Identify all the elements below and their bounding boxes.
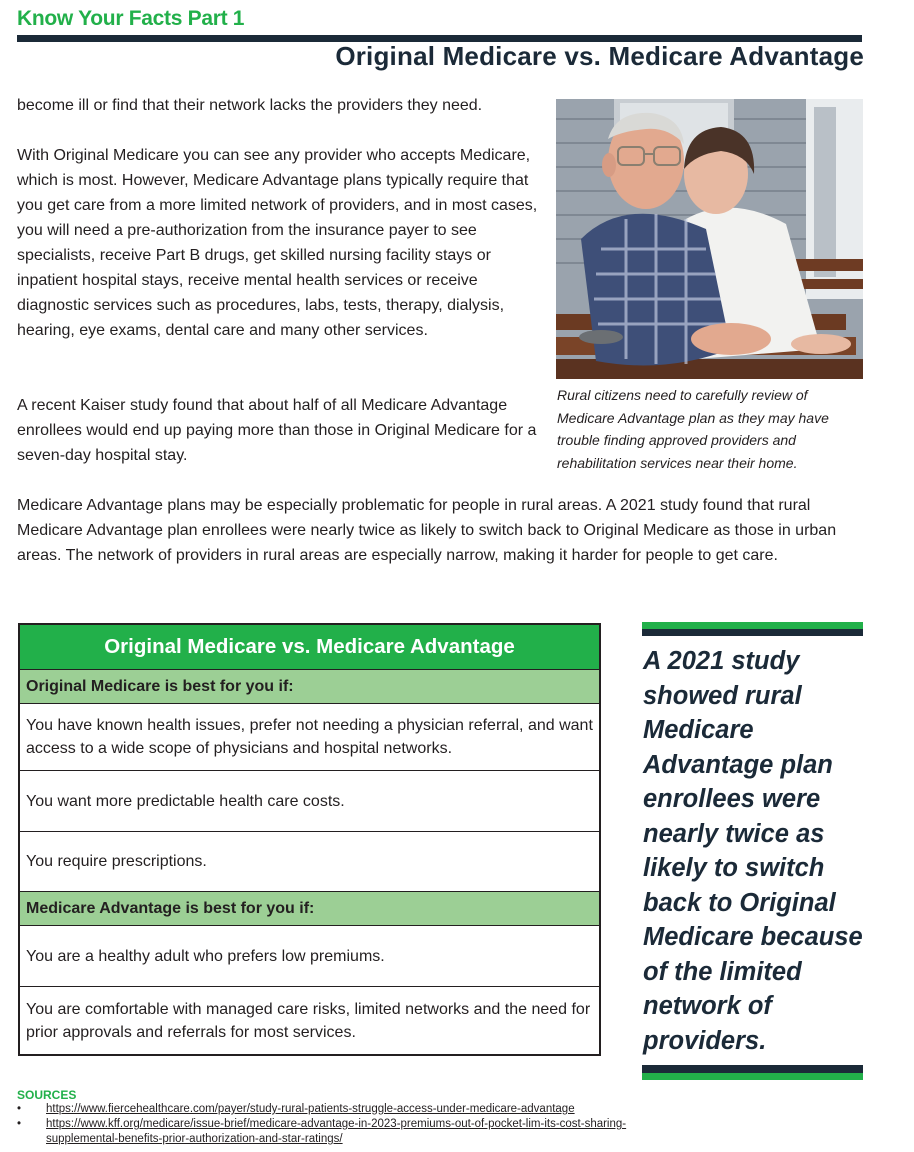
source-link-2[interactable]: https://www.kff.org/medicare/issue-brief/medicare-advantage-in-2023-premiums-out-of-pocket-lim-its-cost-sharing-supplemental-benefits-prior-authorization-and-star-ratings/ [46,1118,627,1145]
body-paragraph-3: A recent Kaiser study found that about half of all Medicare Advantage enrollees would end up paying more than those in Original Medicare for a seven-day hospital stay. [17,397,537,464]
table-row: You are comfortable with managed care risks, limited networks and the need for prior approvals and referrals for most services. [26,1000,591,1041]
table-row: You have known health issues, prefer not needing a physician referral, and want access to a wide scope of physicians and hospital networks. [20,704,599,771]
sources-heading: SOURCES [17,1088,77,1102]
medicare-advantage-heading: Medicare Advantage is best for you if: [20,892,599,926]
original-medicare-heading: Original Medicare is best for you if: [20,670,599,704]
bullet-icon: • [17,1103,22,1115]
comparison-table [18,623,601,1056]
pullquote: A 2021 study showed rural Medicare Advantage plan enrollees were nearly twice as likely to switch back to Original Medicare because of the limited network of providers. [643,647,863,1055]
section-kicker: Know Your Facts Part 1 [17,7,245,30]
body-paragraph-1: become ill or find that their network lacks the providers they need. [17,97,483,114]
page-title: Original Medicare vs. Medicare Advantage [335,41,864,71]
photo-caption: Rural citizens need to carefully review of Medicare Advantage plan as they may have trouble finding approved providers and rehabilitation services near their home. [557,387,829,471]
source-link-1[interactable]: https://www.fiercehealthcare.com/payer/study-rural-patients-struggle-access-under-medicare-advantage [46,1103,575,1115]
table-row: You want more predictable health care costs. [20,771,599,832]
body-paragraph-4: Medicare Advantage plans may be especially problematic for people in rural areas. A 2021 study found that rural Medicare Advantage plan enrollees were nearly twice as likely to switch back to Original Medicare as those in urban areas. The network of providers in rural areas are especially narrow, making it harder for people to get care. [17,497,837,564]
photo-elderly-couple-on-porch [556,99,863,379]
pullquote-bottom-rule [642,1065,863,1080]
list-item [17,1102,657,1117]
table-title: Original Medicare vs. Medicare Advantage [20,625,599,670]
table-row: You are a healthy adult who prefers low premiums. [20,926,599,987]
sources-list [17,1102,657,1147]
table-row: You require prescriptions. [20,832,599,892]
list-item [17,1117,657,1147]
body-paragraph-2: With Original Medicare you can see any provider who accepts Medicare, which is most. However, Medicare Advantage plans typically require that you get care from a more limited network of providers, and in most cases, you will need a pre-authorization from the insurance payer to see specialists, receive Part B drugs, get skilled nursing facility stays or inpatient hospital stays, receive mental health services or receive diagnostic services such as procedures, labs, tests, therapy, dialysis, hearing, eye exams, dental care and many other services. [17,147,538,339]
pullquote-top-rule [642,622,863,636]
bullet-icon: • [17,1118,22,1130]
